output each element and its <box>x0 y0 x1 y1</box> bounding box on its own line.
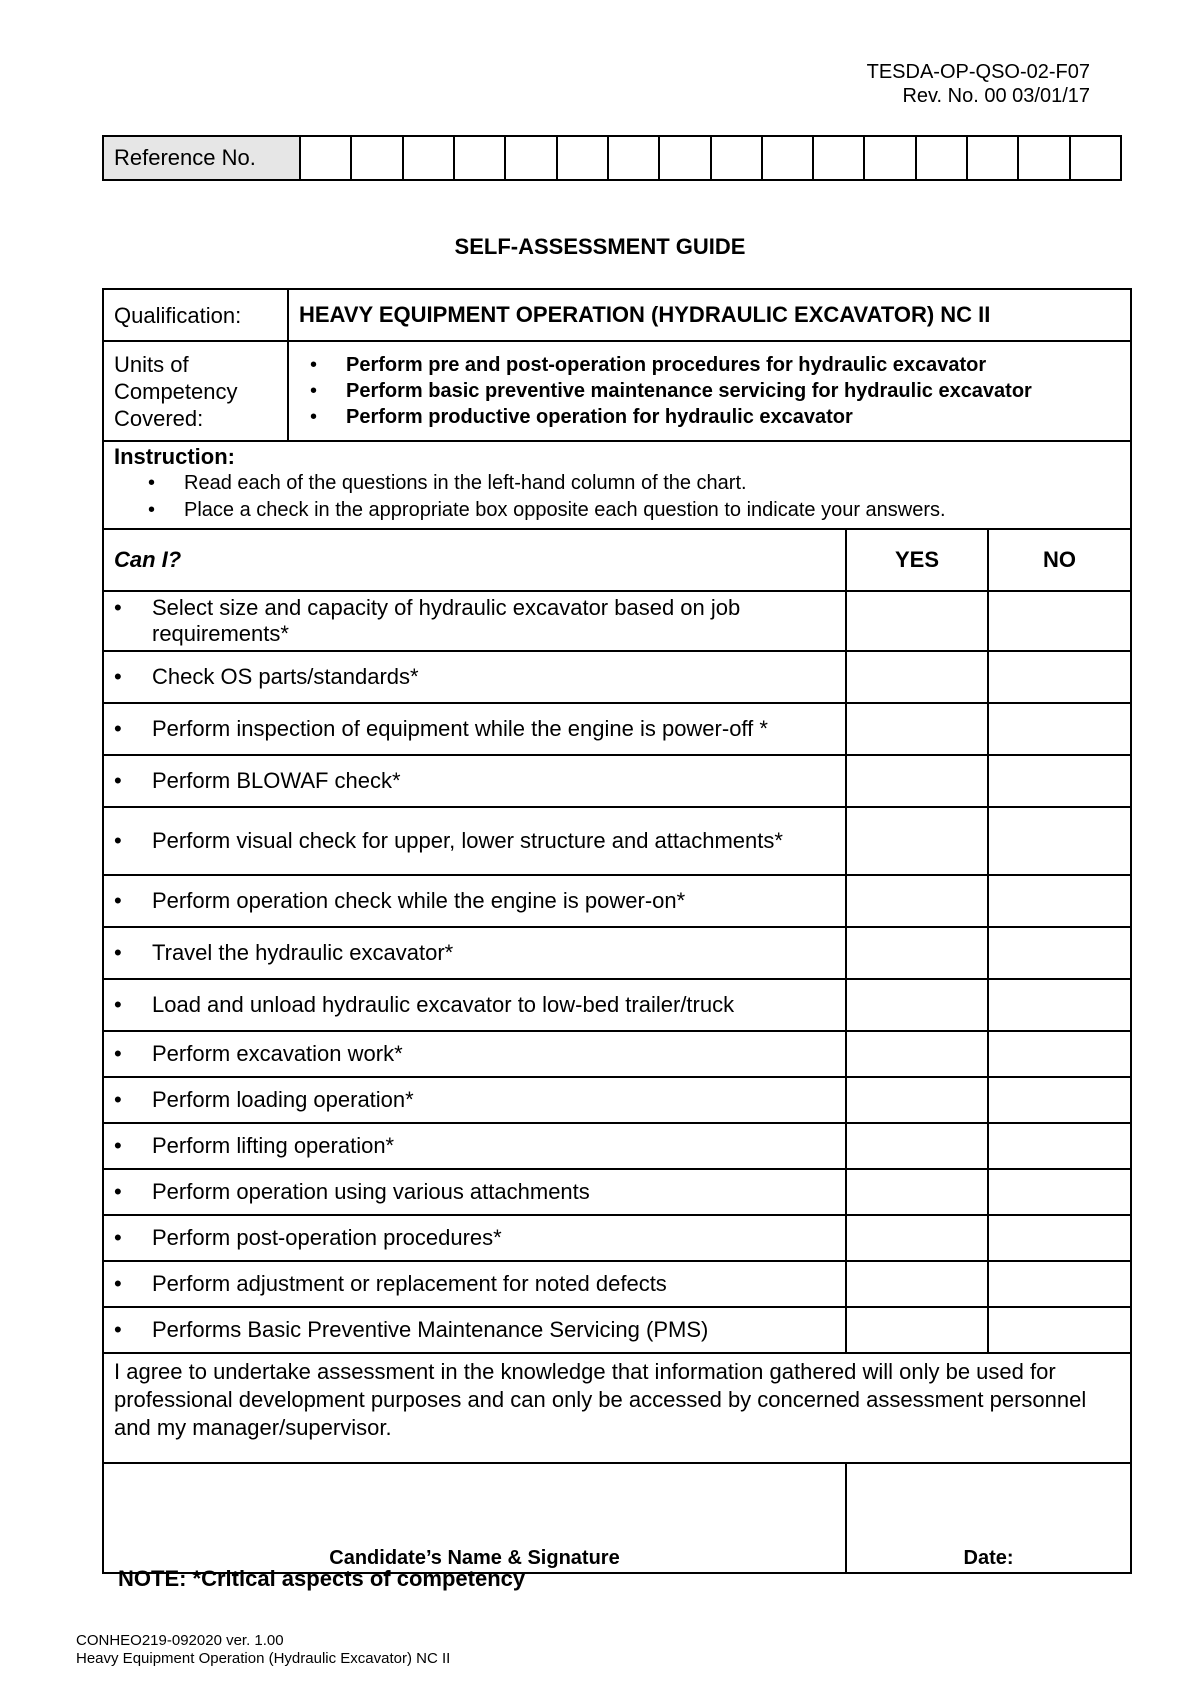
column-header-no: NO <box>988 529 1131 591</box>
question-row <box>103 651 1131 703</box>
footer-code: CONHEO219-092020 ver. 1.00 <box>76 1632 284 1649</box>
no-checkbox-cell[interactable] <box>988 1123 1131 1169</box>
question-row <box>103 1031 1131 1077</box>
question-text: • Perform operation check while the engine is power-on* <box>103 875 846 927</box>
question-text: • Perform BLOWAF check* <box>103 755 846 807</box>
question-row <box>103 755 1131 807</box>
no-checkbox-cell[interactable] <box>988 1307 1131 1353</box>
yes-checkbox-cell[interactable] <box>846 1123 988 1169</box>
question-text: • Travel the hydraulic excavator* <box>103 927 846 979</box>
yes-checkbox-cell[interactable] <box>846 755 988 807</box>
reference-digit-box[interactable] <box>916 136 967 180</box>
no-checkbox-cell[interactable] <box>988 979 1131 1031</box>
no-checkbox-cell[interactable] <box>988 1261 1131 1307</box>
column-header-yes: YES <box>846 529 988 591</box>
reference-digit-box[interactable] <box>711 136 762 180</box>
reference-digit-box[interactable] <box>1070 136 1121 180</box>
instruction-item: • Read each of the questions in the left-hand column of the chart. <box>148 470 1120 497</box>
date-label: Date: <box>963 1547 1014 1569</box>
assessment-table <box>102 288 1132 1574</box>
no-checkbox-cell[interactable] <box>988 1169 1131 1215</box>
page-title: SELF-ASSESSMENT GUIDE <box>454 234 746 259</box>
units-label-line: Covered: <box>114 405 204 431</box>
question-text: • Load and unload hydraulic excavator to low-bed trailer/truck <box>103 979 846 1031</box>
question-text: • Select size and capacity of hydraulic excavator based on job requirements* <box>103 591 846 651</box>
no-checkbox-cell[interactable] <box>988 591 1131 651</box>
question-row <box>103 1261 1131 1307</box>
yes-checkbox-cell[interactable] <box>846 703 988 755</box>
reference-digit-box[interactable] <box>813 136 864 180</box>
yes-checkbox-cell[interactable] <box>846 1261 988 1307</box>
document-header <box>867 60 1090 108</box>
reference-digit-box[interactable] <box>1018 136 1069 180</box>
yes-checkbox-cell[interactable] <box>846 807 988 875</box>
doc-code: TESDA-OP-QSO-02-F07 <box>866 61 1090 83</box>
no-checkbox-cell[interactable] <box>988 651 1131 703</box>
yes-checkbox-cell[interactable] <box>846 927 988 979</box>
question-text: • Perform adjustment or replacement for noted defects <box>103 1261 846 1307</box>
agreement-text: I agree to undertake assessment in the knowledge that information gathered will only be used for professional development purposes and can only be accessed by concerned assessment personnel and my manager/supervisor. <box>103 1353 1131 1463</box>
yes-checkbox-cell[interactable] <box>846 979 988 1031</box>
no-checkbox-cell[interactable] <box>988 1031 1131 1077</box>
units-label-line: Units of <box>114 351 189 377</box>
no-checkbox-cell[interactable] <box>988 703 1131 755</box>
unit-item: • Perform pre and post-operation procedures for hydraulic excavator <box>310 352 1129 378</box>
question-row <box>103 1077 1131 1123</box>
candidate-signature-label: Candidate’s Name & Signature <box>329 1547 620 1569</box>
instruction-title: Instruction: <box>114 444 235 469</box>
unit-item: • Perform productive operation for hydraulic excavator <box>310 404 1129 430</box>
reference-digit-box[interactable] <box>762 136 813 180</box>
reference-digit-box[interactable] <box>967 136 1018 180</box>
question-text: • Check OS parts/standards* <box>103 651 846 703</box>
yes-checkbox-cell[interactable] <box>846 1077 988 1123</box>
question-row <box>103 591 1131 651</box>
reference-label: Reference No. <box>103 136 300 180</box>
units-label <box>103 341 288 441</box>
critical-aspects-note: NOTE: *Critical aspects of competency <box>118 1566 526 1591</box>
no-checkbox-cell[interactable] <box>988 1077 1131 1123</box>
reference-digit-box[interactable] <box>608 136 659 180</box>
question-text: • Perform visual check for upper, lower structure and attachments* <box>103 807 846 875</box>
reference-digit-box[interactable] <box>659 136 710 180</box>
no-checkbox-cell[interactable] <box>988 927 1131 979</box>
yes-checkbox-cell[interactable] <box>846 591 988 651</box>
yes-checkbox-cell[interactable] <box>846 1215 988 1261</box>
no-checkbox-cell[interactable] <box>988 875 1131 927</box>
question-text: • Perform inspection of equipment while the engine is power-off * <box>103 703 846 755</box>
question-row <box>103 875 1131 927</box>
question-row <box>103 807 1131 875</box>
reference-digit-box[interactable] <box>403 136 454 180</box>
question-row <box>103 703 1131 755</box>
reference-digit-box[interactable] <box>557 136 608 180</box>
question-row <box>103 927 1131 979</box>
no-checkbox-cell[interactable] <box>988 1215 1131 1261</box>
date-field[interactable] <box>846 1463 1131 1573</box>
revision-number: Rev. No. 00 03/01/17 <box>902 85 1090 107</box>
question-text: • Perform excavation work* <box>103 1031 846 1077</box>
instruction-item: • Place a check in the appropriate box opposite each question to indicate your answers. <box>148 497 1120 524</box>
candidate-signature-field[interactable] <box>103 1463 846 1573</box>
unit-item: • Perform basic preventive maintenance servicing for hydraulic excavator <box>310 378 1129 404</box>
footer-qualification: Heavy Equipment Operation (Hydraulic Excavator) NC II <box>76 1650 451 1667</box>
question-text: • Perform lifting operation* <box>103 1123 846 1169</box>
yes-checkbox-cell[interactable] <box>846 651 988 703</box>
yes-checkbox-cell[interactable] <box>846 1031 988 1077</box>
instruction-list <box>114 470 1120 524</box>
yes-checkbox-cell[interactable] <box>846 1169 988 1215</box>
question-text: • Perform post-operation procedures* <box>103 1215 846 1261</box>
question-text: • Performs Basic Preventive Maintenance Servicing (PMS) <box>103 1307 846 1353</box>
qualification-value: HEAVY EQUIPMENT OPERATION (HYDRAULIC EXCAVATOR) NC II <box>288 289 1131 341</box>
question-row <box>103 1123 1131 1169</box>
no-checkbox-cell[interactable] <box>988 807 1131 875</box>
yes-checkbox-cell[interactable] <box>846 875 988 927</box>
question-row <box>103 1307 1131 1353</box>
reference-digit-box[interactable] <box>300 136 351 180</box>
question-text: • Perform loading operation* <box>103 1077 846 1123</box>
reference-number-table <box>102 135 1122 181</box>
question-text: • Perform operation using various attachments <box>103 1169 846 1215</box>
units-label-line: Competency <box>114 378 238 404</box>
column-header-question: Can I? <box>103 529 846 591</box>
units-list-cell <box>288 341 1131 441</box>
question-row <box>103 979 1131 1031</box>
question-row <box>103 1215 1131 1261</box>
yes-checkbox-cell[interactable] <box>846 1307 988 1353</box>
units-list <box>290 352 1129 430</box>
reference-digit-box[interactable] <box>864 136 915 180</box>
qualification-label: Qualification: <box>103 289 288 341</box>
no-checkbox-cell[interactable] <box>988 755 1131 807</box>
reference-digit-box[interactable] <box>505 136 556 180</box>
question-rows <box>103 591 1131 1353</box>
reference-digit-box[interactable] <box>454 136 505 180</box>
page-footer <box>76 1632 450 1668</box>
instruction-cell <box>103 441 1131 529</box>
question-row <box>103 1169 1131 1215</box>
reference-digit-box[interactable] <box>351 136 402 180</box>
